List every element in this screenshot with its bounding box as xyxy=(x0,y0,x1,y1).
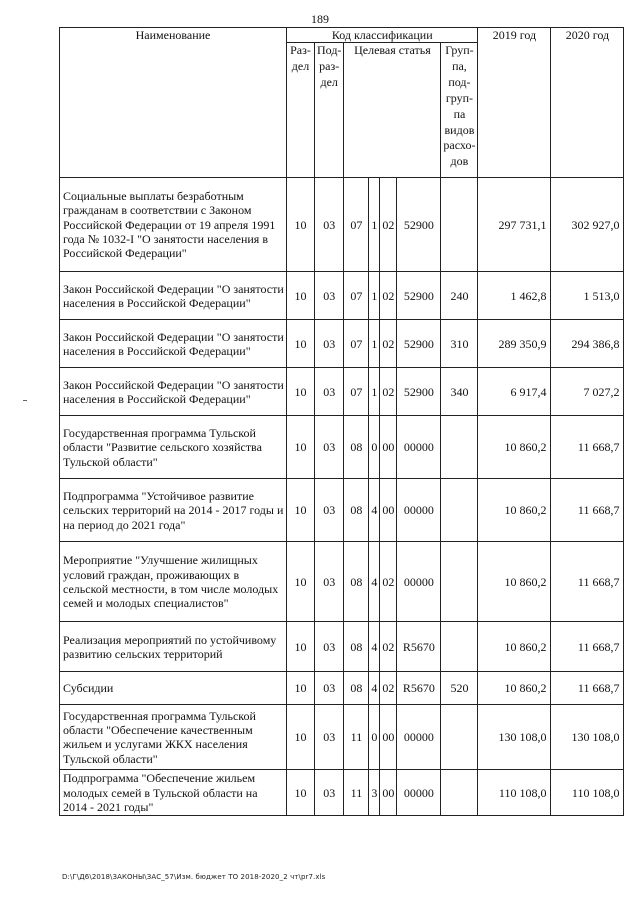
row-vid xyxy=(441,770,478,816)
row-podrazdel: 03 xyxy=(315,542,344,622)
row-2020: 302 927,0 xyxy=(551,178,624,272)
row-cs1: 07 xyxy=(344,178,369,272)
row-razdel: 10 xyxy=(287,705,315,770)
row-cs3: 02 xyxy=(380,320,397,368)
table-row xyxy=(60,479,624,542)
row-name: Государственная программа Тульской области "Развитие сельского хозяйства Тульской области" xyxy=(60,416,287,479)
row-vid: 240 xyxy=(441,272,478,320)
budget-table xyxy=(59,27,624,816)
row-cs1: 08 xyxy=(344,672,369,705)
row-cs2: 4 xyxy=(369,622,380,672)
row-cs2: 0 xyxy=(369,705,380,770)
row-2019: 10 860,2 xyxy=(478,542,551,622)
row-2019: 10 860,2 xyxy=(478,622,551,672)
row-cs2: 0 xyxy=(369,416,380,479)
row-razdel: 10 xyxy=(287,672,315,705)
row-cs3: 02 xyxy=(380,368,397,416)
row-cs4: 00000 xyxy=(397,416,441,479)
row-razdel: 10 xyxy=(287,416,315,479)
row-cs4: R5670 xyxy=(397,622,441,672)
table-row xyxy=(60,320,624,368)
row-cs4: 00000 xyxy=(397,542,441,622)
header-expense-group: Груп- па, под- груп- па видов расхо- дов xyxy=(441,43,478,178)
row-razdel: 10 xyxy=(287,368,315,416)
row-2020: 11 668,7 xyxy=(551,416,624,479)
row-razdel: 10 xyxy=(287,770,315,816)
row-cs1: 07 xyxy=(344,320,369,368)
row-name: Закон Российской Федерации "О занятости населения в Российской Федерации" xyxy=(60,320,287,368)
row-cs4: 52900 xyxy=(397,320,441,368)
row-2019: 110 108,0 xyxy=(478,770,551,816)
row-cs1: 11 xyxy=(344,705,369,770)
row-2020: 11 668,7 xyxy=(551,479,624,542)
row-cs1: 08 xyxy=(344,622,369,672)
row-cs1: 08 xyxy=(344,542,369,622)
header-classification: Код классификации xyxy=(287,28,478,43)
row-name: Подпрограмма "Обеспечение жильем молодых семей в Тульской области на 2014 - 2021 годы" xyxy=(60,770,287,816)
row-name: Реализация мероприятий по устойчивому развитию сельских территорий xyxy=(60,622,287,672)
row-vid: 520 xyxy=(441,672,478,705)
row-cs2: 4 xyxy=(369,479,380,542)
row-2019: 289 350,9 xyxy=(478,320,551,368)
row-cs4: 52900 xyxy=(397,178,441,272)
row-cs2: 3 xyxy=(369,770,380,816)
row-cs1: 08 xyxy=(344,416,369,479)
row-2019: 297 731,1 xyxy=(478,178,551,272)
row-podrazdel: 03 xyxy=(315,705,344,770)
row-2020: 1 513,0 xyxy=(551,272,624,320)
row-2019: 10 860,2 xyxy=(478,479,551,542)
row-cs2: 1 xyxy=(369,178,380,272)
page-number: 189 xyxy=(311,12,329,26)
row-cs1: 07 xyxy=(344,272,369,320)
row-podrazdel: 03 xyxy=(315,416,344,479)
row-vid xyxy=(441,622,478,672)
row-vid: 340 xyxy=(441,368,478,416)
row-name: Закон Российской Федерации "О занятости населения в Российской Федерации" xyxy=(60,368,287,416)
row-2020: 7 027,2 xyxy=(551,368,624,416)
row-name: Государственная программа Тульской области "Обеспечение качественным жильем и услугами ЖКХ населения Тульской области" xyxy=(60,705,287,770)
row-2019: 6 917,4 xyxy=(478,368,551,416)
row-podrazdel: 03 xyxy=(315,622,344,672)
row-cs2: 1 xyxy=(369,368,380,416)
row-cs1: 07 xyxy=(344,368,369,416)
table-row xyxy=(60,622,624,672)
row-vid xyxy=(441,705,478,770)
row-cs4: 00000 xyxy=(397,770,441,816)
header-subsection: Под- раз- дел xyxy=(315,43,344,178)
footer-file-path: D:\Г\Д6\2018\ЗАКОНЫ\ЗАС_57\Изм. бюджет ТО 2018-2020_2 чт\pr7.xls xyxy=(62,873,326,881)
table-row xyxy=(60,368,624,416)
row-2019: 1 462,8 xyxy=(478,272,551,320)
header-section: Раз- дел xyxy=(287,43,315,178)
header-target-article: Целевая статья xyxy=(344,43,441,178)
row-cs1: 11 xyxy=(344,770,369,816)
row-cs2: 4 xyxy=(369,672,380,705)
row-vid: 310 xyxy=(441,320,478,368)
row-razdel: 10 xyxy=(287,320,315,368)
row-podrazdel: 03 xyxy=(315,272,344,320)
row-2020: 130 108,0 xyxy=(551,705,624,770)
row-podrazdel: 03 xyxy=(315,672,344,705)
row-razdel: 10 xyxy=(287,178,315,272)
row-2019: 10 860,2 xyxy=(478,416,551,479)
row-2020: 110 108,0 xyxy=(551,770,624,816)
row-2020: 11 668,7 xyxy=(551,622,624,672)
row-cs3: 00 xyxy=(380,479,397,542)
row-cs1: 08 xyxy=(344,479,369,542)
row-name: Социальные выплаты безработным гражданам в соответствии с Законом Российской Федерации от 19 апреля 1991 года № 1032-I "О занятости населения в Российской Федерации" xyxy=(60,178,287,272)
table-row xyxy=(60,672,624,705)
row-2020: 294 386,8 xyxy=(551,320,624,368)
row-razdel: 10 xyxy=(287,542,315,622)
row-razdel: 10 xyxy=(287,272,315,320)
row-podrazdel: 03 xyxy=(315,479,344,542)
row-vid xyxy=(441,542,478,622)
row-cs4: 52900 xyxy=(397,368,441,416)
row-cs2: 1 xyxy=(369,272,380,320)
row-cs3: 00 xyxy=(380,416,397,479)
row-cs4: R5670 xyxy=(397,672,441,705)
row-name: Мероприятие "Улучшение жилищных условий граждан, проживающих в сельской местности, в том числе молодых семей и молодых специалистов" xyxy=(60,542,287,622)
row-vid xyxy=(441,178,478,272)
row-cs3: 02 xyxy=(380,272,397,320)
row-cs3: 02 xyxy=(380,672,397,705)
row-cs2: 1 xyxy=(369,320,380,368)
row-name: Закон Российской Федерации "О занятости населения в Российской Федерации" xyxy=(60,272,287,320)
row-cs3: 02 xyxy=(380,542,397,622)
row-name: Подпрограмма "Устойчивое развитие сельских территорий на 2014 - 2017 годы и на период до 2021 года" xyxy=(60,479,287,542)
row-cs3: 02 xyxy=(380,178,397,272)
margin-mark xyxy=(23,400,27,401)
row-razdel: 10 xyxy=(287,622,315,672)
row-2020: 11 668,7 xyxy=(551,542,624,622)
row-vid xyxy=(441,416,478,479)
table-row xyxy=(60,272,624,320)
row-2020: 11 668,7 xyxy=(551,672,624,705)
row-razdel: 10 xyxy=(287,479,315,542)
table-row xyxy=(60,705,624,770)
row-2019: 10 860,2 xyxy=(478,672,551,705)
header-2019: 2019 год xyxy=(478,28,551,178)
row-podrazdel: 03 xyxy=(315,770,344,816)
row-2019: 130 108,0 xyxy=(478,705,551,770)
row-podrazdel: 03 xyxy=(315,368,344,416)
row-cs2: 4 xyxy=(369,542,380,622)
table-row xyxy=(60,770,624,816)
table-row xyxy=(60,416,624,479)
header-name: Наименование xyxy=(60,28,287,178)
row-cs4: 52900 xyxy=(397,272,441,320)
row-podrazdel: 03 xyxy=(315,178,344,272)
row-vid xyxy=(441,479,478,542)
row-cs3: 00 xyxy=(380,705,397,770)
row-cs3: 00 xyxy=(380,770,397,816)
table-row xyxy=(60,178,624,272)
row-podrazdel: 03 xyxy=(315,320,344,368)
row-cs4: 00000 xyxy=(397,705,441,770)
table-row xyxy=(60,542,624,622)
row-cs4: 00000 xyxy=(397,479,441,542)
header-2020: 2020 год xyxy=(551,28,624,178)
row-name: Субсидии xyxy=(60,672,287,705)
row-cs3: 02 xyxy=(380,622,397,672)
